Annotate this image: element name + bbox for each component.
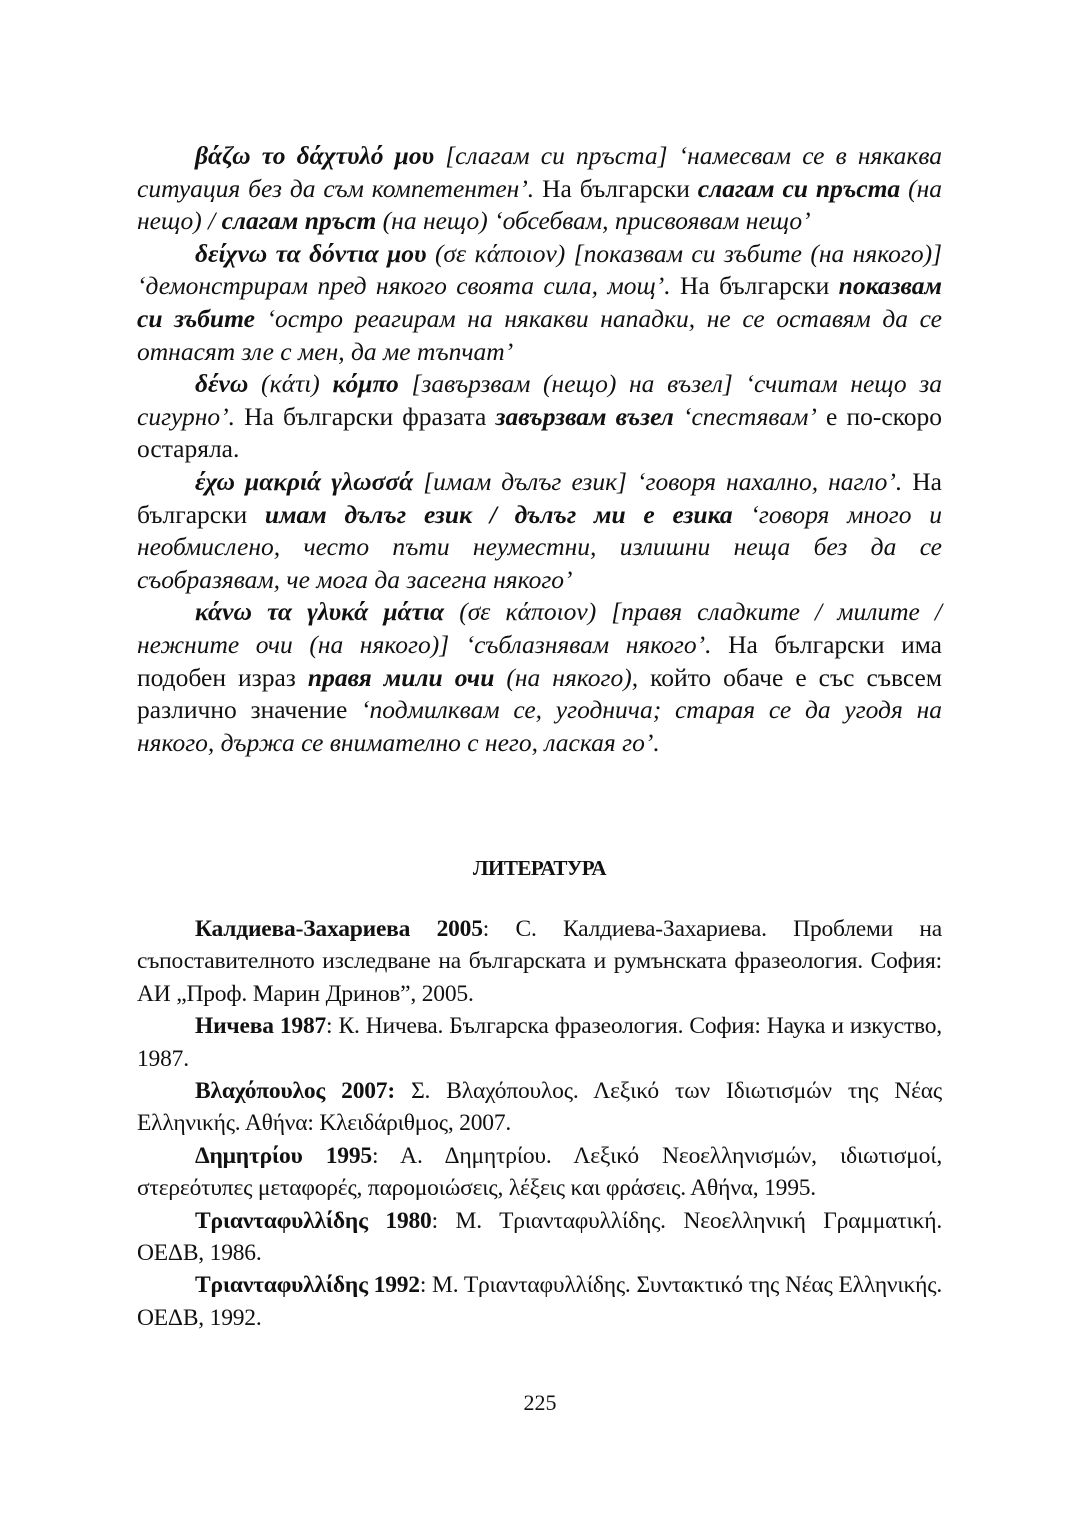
bulgarian-idiom: правя мили очи <box>307 662 495 692</box>
idiom-entry-deichno <box>137 238 942 368</box>
idiom-entry-echo <box>137 466 942 596</box>
plain-text: На български има подобен израз <box>137 629 943 692</box>
reference-text: : К. Ничева. Българска фразеология. София: Наука и изкуство, 1987. <box>137 1013 942 1072</box>
reference-item <box>137 1075 942 1140</box>
gloss-text: ‘остро реагирам на някакви нападки, не се оставям да се отнасят зле с мен, да ме тъпчат’ <box>137 303 942 366</box>
reference-text: : Α. Δημητρίου. Λεξικό Νεοελληνισμών, ιδιωτισμοί, στερεότυπες μεταφορές, παρομοιώσεις, λέξεις και φράσεις. Αθήνα, 1995. <box>137 1142 942 1202</box>
translation-gloss: [имам дълъг език] ‘говоря нахално, нагло’. <box>413 466 903 496</box>
reference-text: : С. Калдиева-Захариева. Проблеми на съпоставителното изследване на българската и румънската фразеология. София: АИ „Проф. Марин Дринов”, 2005. <box>137 916 942 1007</box>
reference-list <box>137 913 942 1334</box>
idiom-entry-vazo <box>137 140 942 238</box>
idiom-entry-kano <box>137 596 942 759</box>
greek-idiom: κόμπο <box>332 369 399 399</box>
reference-key: Βλαχόπουλος 2007: <box>195 1078 395 1105</box>
gloss-text: ‘спестявам’ <box>673 401 817 431</box>
greek-idiom: βάζω το δάχτυλό μου <box>195 141 435 170</box>
bulgarian-idiom: завързвам възел <box>495 401 674 431</box>
reference-key: Τριανταφυλλίδης 1992 <box>195 1272 420 1299</box>
gloss-text: ‘говоря много и необмислено, често пъти неуместни, излишни неща без да се съобразявам, че мога да засегна някого’ <box>137 499 942 594</box>
bulgarian-idiom: слагам пръст <box>221 206 377 236</box>
idiom-entry-deno <box>137 368 942 466</box>
reference-item <box>137 1140 942 1205</box>
translation-gloss: [слагам си пръста] ‘намесвам се в някаква ситуация без да съм компетентен’. <box>137 141 942 203</box>
greek-idiom: έχω μακριά γλωσσά <box>195 466 414 496</box>
translation-gloss: (σε κάποιον) [показвам си зъбите (на някого)] ‘демонстрирам пред някого своята сила, мощ’. <box>137 238 943 301</box>
translation-gloss: (σε κάποιον) [правя сладките / милите / нежните очи (на някого)] ‘съблазнявам някого’. <box>137 597 942 659</box>
gloss-text: (на нещо) / <box>137 173 942 236</box>
literature-heading: ЛИТЕРАТУРА <box>472 856 607 880</box>
plain-text: е по-скоро остаряла. <box>137 401 942 464</box>
reference-item <box>137 1269 942 1334</box>
plain-text: На български фразата <box>235 401 496 431</box>
gloss-text: (κάτι) <box>248 369 333 399</box>
reference-key: Δημητρίου 1995 <box>195 1142 372 1169</box>
greek-idiom: δένω <box>195 369 249 399</box>
reference-key: Ничева 1987 <box>195 1013 327 1040</box>
greek-idiom: κάνω τα γλυκά μάτια <box>195 597 445 627</box>
gloss-text: (на нещо) ‘обсебвам, присвоявам нещо’ <box>376 206 811 236</box>
reference-item <box>137 913 942 1010</box>
greek-idiom: δείχνω τα δόντια μου <box>195 238 427 268</box>
translation-gloss: [завързвам (нещо) на възел] ‘считам нещо за сигурно’. <box>137 369 942 431</box>
plain-text: който обаче е със съвсем различно значение <box>137 662 942 725</box>
bulgarian-idiom: слагам си пръста <box>697 173 901 203</box>
reference-key: Калдиева-Захариева 2005 <box>195 916 483 942</box>
reference-text: : Μ. Τριανταφυλλίδης. Συντακτικό της Νέας Ελληνικής. ΟΕΔΒ, 1992. <box>137 1272 942 1331</box>
page-number: 225 <box>523 1390 557 1415</box>
reference-text: Σ. Βλαχόπουλος. Λεξικό των Ιδιωτισμών της Νέας Ελληνικής. Αθήνα: Κλειδάριθμος, 2007. <box>137 1078 943 1137</box>
reference-item <box>137 1205 942 1270</box>
plain-text: На български <box>534 173 698 203</box>
gloss-text: (на някого), <box>494 662 639 692</box>
reference-text: : Μ. Τριανταφυλλίδης. Νεοελληνική Γραμματική. ΟΕΔΒ, 1986. <box>137 1207 942 1267</box>
plain-text: На български <box>670 271 839 301</box>
gloss-text: ‘подмилквам се, угоднича; старая се да угодя на някого, държа се внимателно с него, лаская го’. <box>137 695 942 757</box>
reference-key: Τριανταφυλλίδης 1980 <box>195 1207 432 1234</box>
page-body <box>137 140 943 1331</box>
reference-item <box>137 1010 942 1075</box>
plain-text: На български <box>137 466 942 529</box>
bulgarian-idiom: имам дълъг език / дълъг ми е езика <box>264 499 733 529</box>
bulgarian-idiom: показвам си зъбите <box>137 271 942 333</box>
